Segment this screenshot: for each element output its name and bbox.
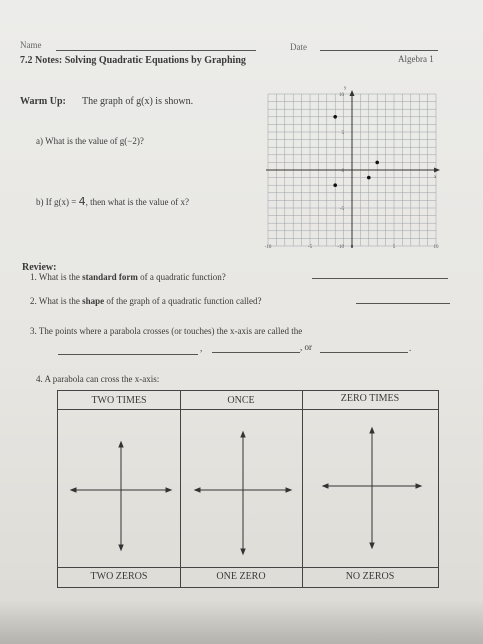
review-q4: 4. A parabola can cross the x-axis: <box>36 374 160 384</box>
question-b <box>36 195 189 208</box>
review-heading: Review: <box>22 262 57 273</box>
review-q2-start: 2. What is the <box>30 296 83 306</box>
review-q3: 3. The points where a parabola crosses (or touches) the x-axis are called the <box>30 326 303 336</box>
page-title: 7.2 Notes: Solving Quadratic Equations by Graphing <box>20 55 246 66</box>
review-q1-end: of a quadratic function? <box>137 272 226 282</box>
graph-point <box>333 115 337 119</box>
page-shadow <box>0 600 483 644</box>
review-q2-bold: shape <box>82 296 105 306</box>
graph-point <box>367 176 371 180</box>
answer-line-3c[interactable] <box>320 352 408 353</box>
x-tick-label: 0 <box>350 245 354 250</box>
answer-line-3b[interactable] <box>212 352 300 353</box>
axes-sketch-zero-times <box>323 428 421 548</box>
x-tick-label: 5 <box>392 245 396 250</box>
course-label: Algebra 1 <box>398 54 434 64</box>
graph-point <box>333 183 337 187</box>
footer-divider <box>58 567 438 568</box>
y-axis-label: y <box>344 86 347 91</box>
review-q1-bold: standard form <box>82 272 138 282</box>
date-line <box>320 50 438 51</box>
question-b-end: , then what is the value of x? <box>85 197 190 207</box>
name-label: Name <box>20 40 42 50</box>
graph-point <box>375 161 379 165</box>
x-tick-label: 10 <box>433 245 439 250</box>
name-line <box>56 50 256 51</box>
review-q1-start: 1. What is the <box>30 272 83 282</box>
y-tick-label: -10 <box>337 245 344 250</box>
handwritten-answer: 4 <box>78 195 86 208</box>
y-tick-label: 10 <box>339 93 344 98</box>
footer-no-zeros: NO ZEROS <box>345 571 395 582</box>
answer-line-2[interactable] <box>356 303 450 304</box>
y-tick-label: 0 <box>341 169 344 174</box>
answer-line-1[interactable] <box>312 278 448 279</box>
x-tick-label: -5 <box>307 245 313 250</box>
review-q2 <box>30 296 262 306</box>
review-q2-end: of the graph of a quadratic function called? <box>104 296 262 306</box>
review-q1 <box>30 272 226 282</box>
blank-axes-sketches <box>58 410 438 566</box>
header-once: ONCE <box>227 395 255 406</box>
question-a: a) What is the value of g(−2)? <box>36 136 144 146</box>
warmup-heading: Warm Up: <box>20 96 66 107</box>
y-axis-arrow <box>350 90 355 96</box>
footer-one-zero: ONE ZERO <box>216 571 266 582</box>
worksheet-page: Name Date 7.2 Notes: Solving Quadratic Equations by Graphing Algebra 1 Warm Up: The graph of g(x) is shown. a) What is the value of g(−2)? b) If g(x) = 4, then what is the value of x? y x 10 5 0 -5 -10 -10 -5 0 5 10 Review: 1. What is the standard form of a quadratic function? 2. What is the shape of the graph of a quadratic function called? 3. The points where a parabola crosses (or touches) the x-axis are called the , , or . 4. A parabola can cross the x-axis: TWO TIMES ONCE ZERO TIMES TWO ZEROS ONE ZERO NO ZEROS <box>0 0 483 644</box>
y-tick-label: 5 <box>341 131 344 136</box>
axes-sketch-two-times <box>71 442 171 550</box>
coordinate-grid <box>264 86 440 250</box>
x-axis-arrow <box>434 168 440 173</box>
x-tick-label: -10 <box>264 245 272 250</box>
review-q3-or: , or <box>300 342 312 352</box>
x-axis-label: x <box>434 175 437 180</box>
answer-line-3a[interactable] <box>58 354 198 355</box>
header-two-times: TWO TIMES <box>91 395 147 406</box>
y-tick-label: -5 <box>339 207 344 212</box>
question-b-start: b) If g(x) = <box>36 197 79 207</box>
date-label: Date <box>290 42 307 52</box>
footer-two-zeros: TWO ZEROS <box>90 571 148 582</box>
axes-sketch-once <box>195 432 291 554</box>
warmup-text: The graph of g(x) is shown. <box>82 96 194 107</box>
zeros-table <box>57 390 439 588</box>
header-zero-times: ZERO TIMES <box>340 393 400 404</box>
